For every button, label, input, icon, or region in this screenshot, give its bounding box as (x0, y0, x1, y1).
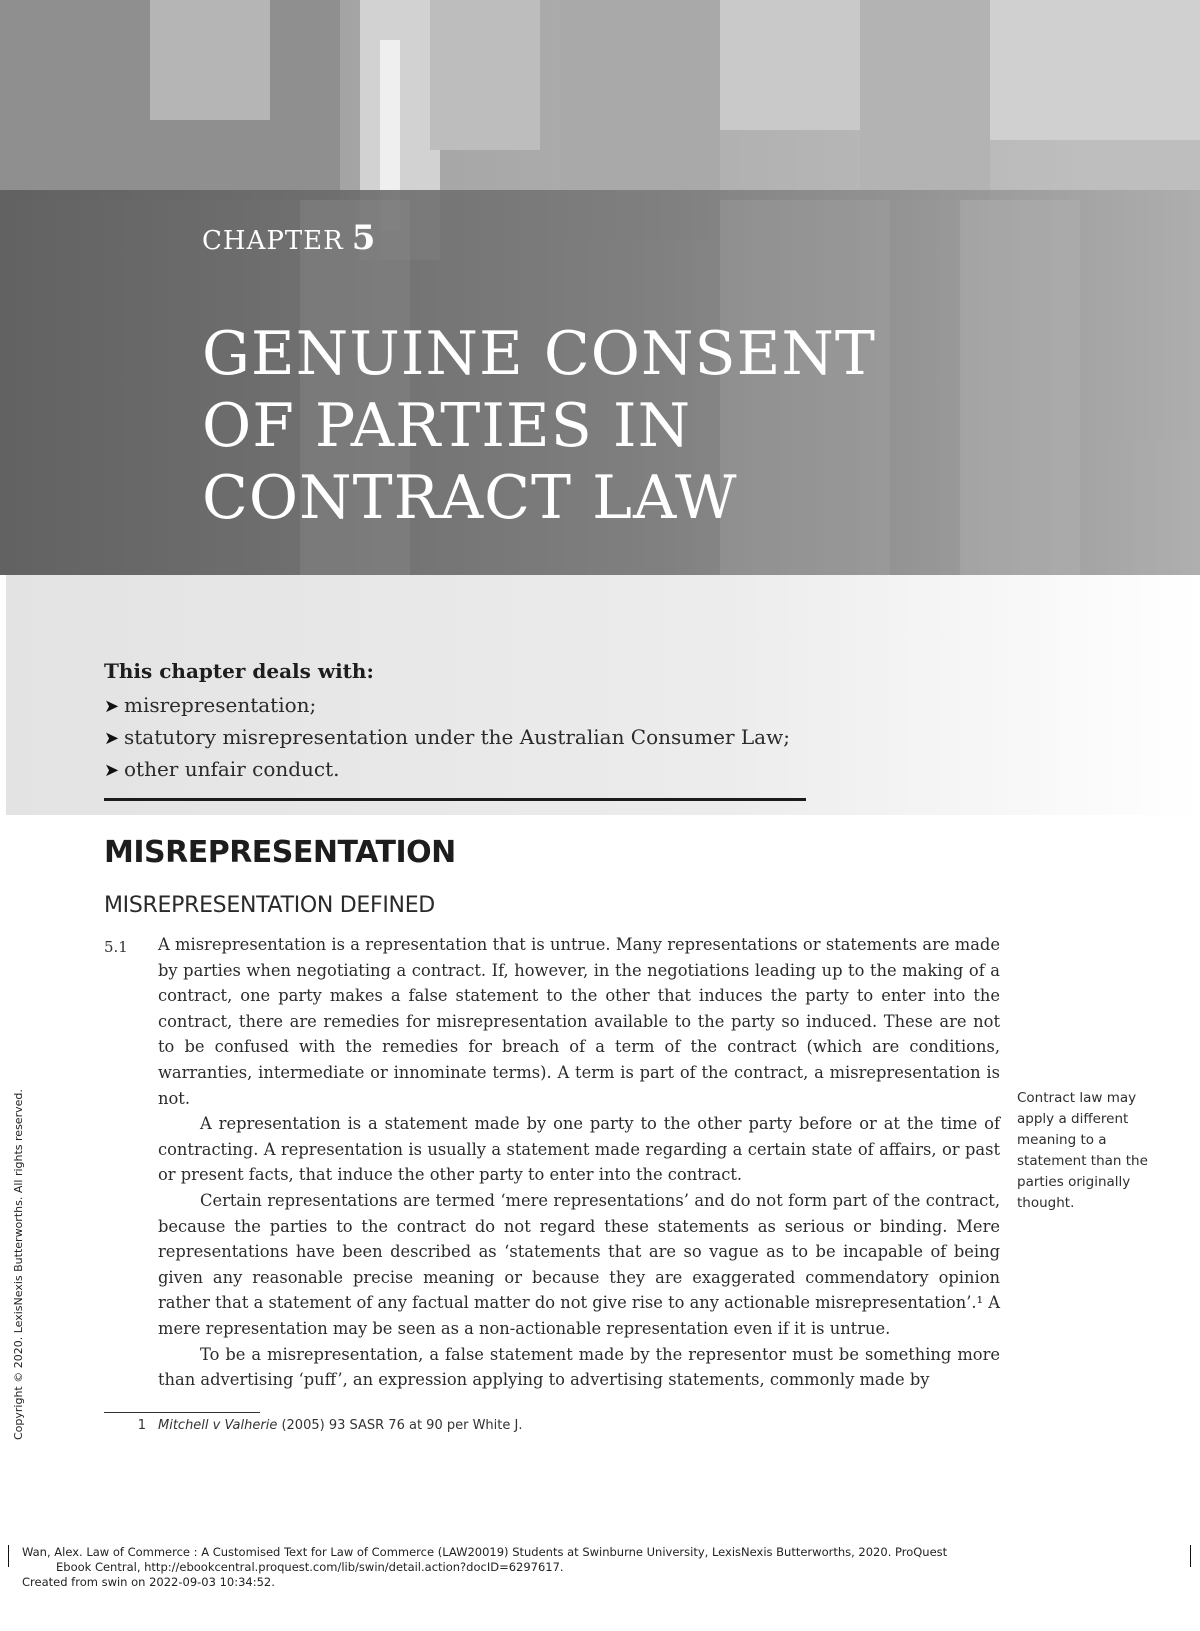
overview-divider (104, 798, 806, 801)
body-text (158, 932, 1000, 1393)
citation-footer (22, 1545, 1172, 1590)
section-heading: MISREPRESENTATION (104, 835, 456, 870)
body-paragraph: To be a misrepresentation, a false statement made by the representor must be something more than advertising ‘puff’, an expression applying to advertising statements, commonly made by (158, 1344, 1000, 1390)
footnote-case-name: Mitchell v Valherie (158, 1418, 278, 1433)
margin-note: Contract law may apply a different meaning to a statement than the parties originally thought. (1017, 1090, 1148, 1211)
chapter-title-line: CONTRACT LAW (202, 463, 738, 533)
list-item-text: misrepresentation; (124, 693, 317, 717)
paragraph-number: 5.1 (104, 938, 128, 956)
arrow-bullet-icon: ➤ (104, 696, 120, 717)
citation-line: Wan, Alex. Law of Commerce : A Customised Text for Law of Commerce (LAW20019) Students at Swinburne University, LexisNexis Butterworths, 2020. ProQuest (22, 1545, 948, 1559)
margin-bar-right (1190, 1545, 1191, 1567)
banner-decor (720, 0, 860, 130)
citation-link[interactable]: Ebook Central, http://ebookcentral.proquest.com/lib/swin/detail.action?docID=6297617. (56, 1560, 564, 1574)
footnote-text: (2005) 93 SASR 76 at 90 per White J. (277, 1418, 523, 1433)
margin-bar-left (8, 1545, 9, 1567)
citation-created: Created from swin on 2022-09-03 10:34:52. (22, 1575, 275, 1589)
overview-list (104, 690, 790, 786)
chapter-label (202, 218, 376, 258)
list-item (104, 690, 790, 722)
banner-decor (990, 0, 1200, 140)
arrow-bullet-icon: ➤ (104, 760, 120, 781)
banner-decor (430, 0, 540, 150)
list-item (104, 754, 790, 786)
footnote-divider (104, 1412, 260, 1413)
chapter-number: 5 (351, 218, 377, 258)
banner-decor (960, 200, 1080, 575)
body-paragraph: A representation is a statement made by one party to the other party before or at the time of contracting. A representation is usually a statement made regarding a certain state of affairs, or past or present facts, that induce the other party to enter into the contract. (158, 1114, 1000, 1185)
chapter-overview-box (6, 575, 1200, 815)
list-item (104, 722, 790, 754)
body-paragraph: A misrepresentation is a representation that is untrue. Many representations or statements are made by parties when negotiating a contract. If, however, in the negotiations leading up to the making of a contract, one party makes a false statement to the other that induces the party to enter into the contract, there are remedies for misrepresentation available to the party so induced. These are not to be confused with the remedies for breach of a term of the contract (which are conditions, warranties, intermediate or innominate terms). A term is part of the contract, a misrepresentation is not. (158, 935, 1000, 1108)
overview-heading: This chapter deals with: (104, 659, 374, 683)
chapter-title-line: OF PARTIES IN (202, 391, 692, 461)
footnote (104, 1418, 522, 1433)
section-subheading: MISREPRESENTATION DEFINED (104, 893, 435, 918)
chapter-title-line: GENUINE CONSENT (202, 319, 876, 389)
arrow-bullet-icon: ➤ (104, 728, 120, 749)
footnote-number: 1 (137, 1418, 146, 1433)
chapter-title (202, 318, 876, 534)
chapter-banner (0, 0, 1200, 575)
list-item-text: other unfair conduct. (124, 757, 340, 781)
banner-decor (860, 0, 990, 200)
chapter-label-text: CHAPTER (202, 226, 344, 256)
list-item-text: statutory misrepresentation under the Australian Consumer Law; (124, 725, 790, 749)
copyright-notice: Copyright © 2020. LexisNexis Butterworths. All rights reserved. (12, 1089, 25, 1440)
banner-decor (150, 0, 270, 120)
body-paragraph: Certain representations are termed ‘mere representations’ and do not form part of the contract, because the parties to the contract do not regard these statements as serious or binding. Mere representations have been described as ‘statements that are so vague as to be incapable of being given any reasonable precise meaning or because they are exaggerated commendatory opinion rather that a statement of any factual matter do not give rise to any actionable misrepresentation’.¹ A mere representation may be seen as a non-actionable representation even if it is untrue. (158, 1190, 1000, 1338)
